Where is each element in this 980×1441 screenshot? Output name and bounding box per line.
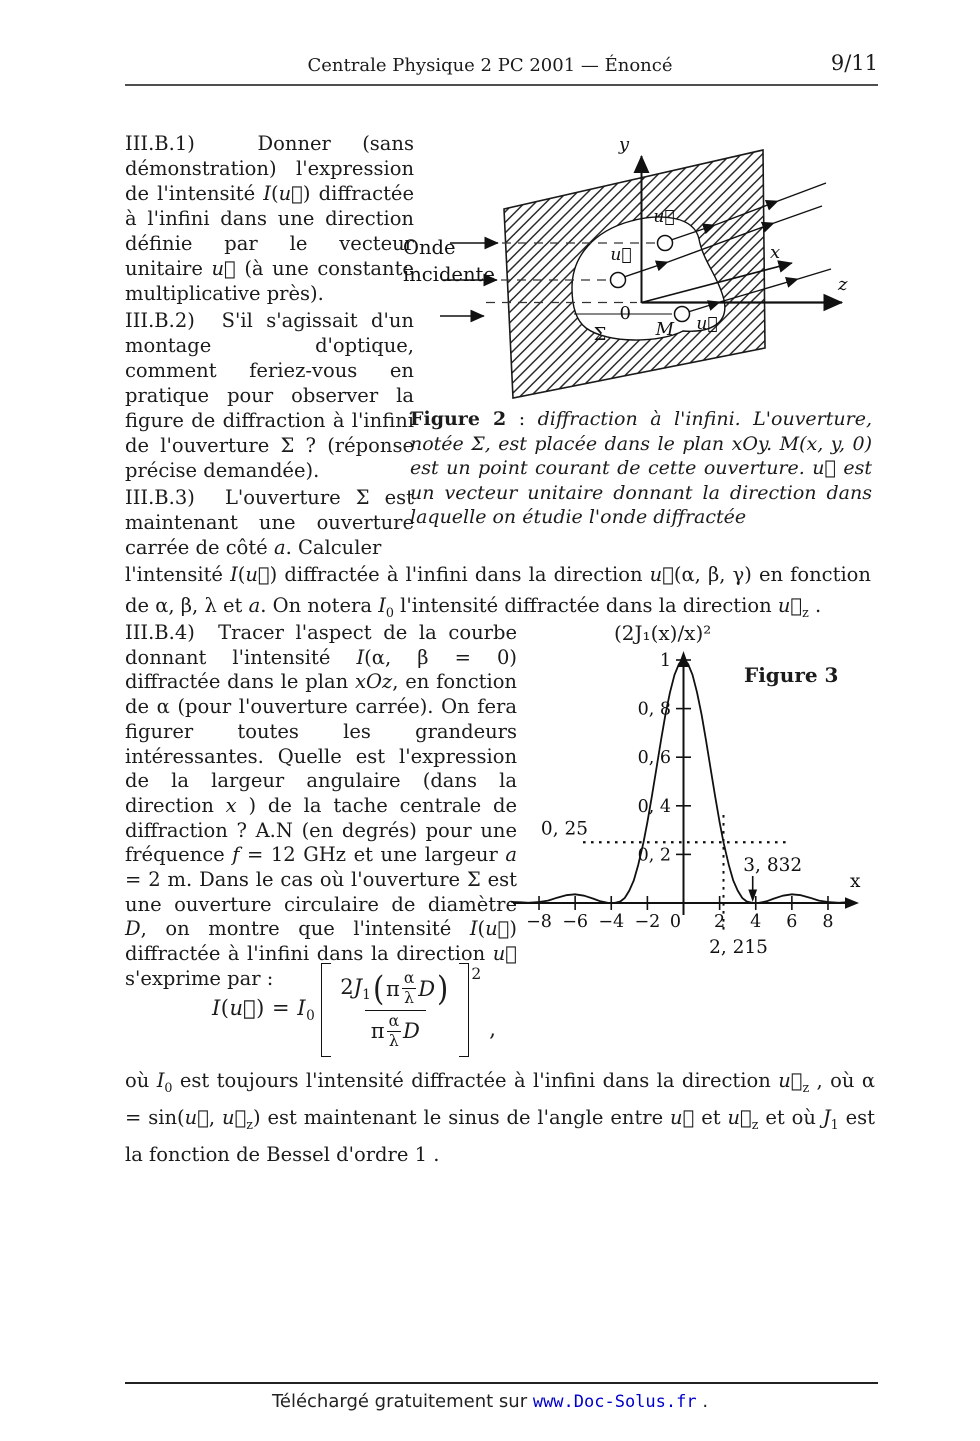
u-vector-label: u⃗ xyxy=(696,314,718,334)
x-axis-label: x xyxy=(850,871,861,892)
alpha-over-lambda: α λ xyxy=(388,1011,400,1050)
formula-denominator xyxy=(365,1010,426,1052)
x-tick-label: −2 xyxy=(634,912,661,932)
paragraph-iiib4: III.B.4) Tracer l'aspect de la courbe donnant l'intensité I(α, β = 0) diffractée dans le plan xOz, en fonction de α (pour l'ouverture carrée). On fera figurer toutes les grandeurs intéressantes. Quelle est l'expression de la largeur angulaire (dans la direction x ) de la tache centrale de diffraction ? A.N (en degrés) pour une fréquence f = 12 GHz et une largeur a = 2 m. Dans le cas où l'ouverture Σ est une ouverture circulaire de diamètre D, on montre que l'intensité I(u⃗) diffractée à l'infini dans la direction u⃗ s'exprime par : xyxy=(125,621,517,990)
pi-symbol: π xyxy=(370,1019,385,1044)
x-tick-label: 2 xyxy=(714,912,726,932)
y-tick-label: 0, 8 xyxy=(637,699,671,720)
diameter-symbol: D xyxy=(403,1019,420,1044)
figure2-diagram xyxy=(398,130,868,415)
figure3-label: Figure 3 xyxy=(744,663,839,687)
right-bracket xyxy=(459,963,469,1057)
figure3-plot xyxy=(510,613,980,985)
x-axis-label: x xyxy=(770,242,781,263)
x-tick-label: 4 xyxy=(750,912,762,932)
formula-comma: , xyxy=(489,1017,496,1041)
onde-incidente-label: Onde xyxy=(403,236,456,259)
figure3-title: (2J₁(x)/x)² xyxy=(614,621,712,645)
x-tick-label: 0 xyxy=(669,912,682,932)
formula-numerator xyxy=(334,968,456,1009)
onde-incidente-label: incidente xyxy=(403,263,495,286)
x-tick-label: −8 xyxy=(526,912,552,932)
x-tick-label: 6 xyxy=(786,912,798,932)
paragraph-iiib3: III.B.3) L'ouverture Σ est maintenant une ouverture carrée de côté a. Calculer xyxy=(125,486,414,559)
header-title: Centrale Physique 2 PC 2001 — Énoncé xyxy=(307,55,673,76)
doc-solus-link[interactable]: www.Doc-Solus.fr xyxy=(532,1392,697,1412)
paragraph-iiib3-continuation: l'intensité I(u⃗) diffractée à l'infini dans la direction u⃗(α, β, γ) en fonction de α, β, λ et a. On notera $I_0$ l'intensité diffractée dans la direction $u⃗_z$ . xyxy=(125,563,871,620)
paragraph-outro: où $I_0$ est toujours l'intensité diffractée à l'infini dans la direction $u⃗_z$ , où α = sin(u⃗, $u⃗_z$) est maintenant le sinus de l'angle entre u⃗ et $u⃗_z$ et où $J_1$ est la fonction de Bessel d'ordre 1 . xyxy=(125,1069,876,1166)
airy-formula xyxy=(212,963,496,1057)
footer-suffix: . xyxy=(696,1391,709,1412)
first-zero-label: 3, 832 xyxy=(743,855,803,876)
close-paren: ) xyxy=(437,968,449,1009)
y-tick-label: 0, 2 xyxy=(637,845,671,866)
z-axis-label: z xyxy=(838,274,848,295)
figure2-caption: Figure 2 : diffraction à l'infini. L'ouverture, notée Σ, est placée dans le plan xOy. M(x, y, 0) est un point courant de cette ouverture. u⃗ est un vecteur unitaire donnant la direction dans laquelle on étudie l'onde diffractée xyxy=(410,408,872,529)
origin-label: 0 xyxy=(619,303,631,324)
header-rule xyxy=(125,84,878,86)
sigma-label: Σ xyxy=(593,324,607,345)
open-paren: ( xyxy=(372,968,385,1009)
formula-fraction xyxy=(334,968,456,1051)
half-level-label: 0, 25 xyxy=(540,818,588,840)
diameter-symbol: D xyxy=(418,976,436,1001)
half-width-label: 2, 215 xyxy=(709,937,768,958)
y-tick-label: 0, 6 xyxy=(637,748,671,769)
footer-prefix: Téléchargé gratuitement sur xyxy=(271,1391,533,1412)
x-tick-label: 8 xyxy=(822,912,834,932)
pi-symbol: π xyxy=(386,976,400,1001)
paragraph-iiib1: III.B.1) Donner (sans démonstration) l'expression de l'intensité I(u⃗) diffractée à l'infini dans une direction définie par le vecteur unitaire u⃗ (à une constante multiplicative près). xyxy=(125,132,414,305)
bessel-term: $2J_1$ xyxy=(340,974,371,1004)
formula-exponent: 2 xyxy=(471,965,482,983)
alpha-over-lambda: α λ xyxy=(403,969,415,1008)
paragraph-iiib2: III.B.2) S'il s'agissait d'un montage d'optique, comment feriez-vous en pratique pour observer la figure de diffraction à l'infini de l'ouverture Σ ? (réponse précise demandée). xyxy=(125,309,414,482)
x-tick-label: −6 xyxy=(562,912,589,932)
point-m-label: M xyxy=(655,319,674,340)
footer-text xyxy=(0,1391,980,1412)
formula-lhs: I(u⃗) = $I_0$ xyxy=(212,995,316,1025)
footer-rule xyxy=(125,1382,878,1384)
left-bracket xyxy=(321,963,331,1057)
x-tick-label: −4 xyxy=(598,912,625,932)
y-tick-label: 0, 4 xyxy=(637,796,671,817)
u-vector-label: u⃗ xyxy=(653,207,675,227)
y-tick-label: 1 xyxy=(659,651,671,671)
u-vector-label: u⃗ xyxy=(610,245,632,265)
page-number: 9/11 xyxy=(830,51,878,75)
y-axis-label: y xyxy=(618,134,629,155)
